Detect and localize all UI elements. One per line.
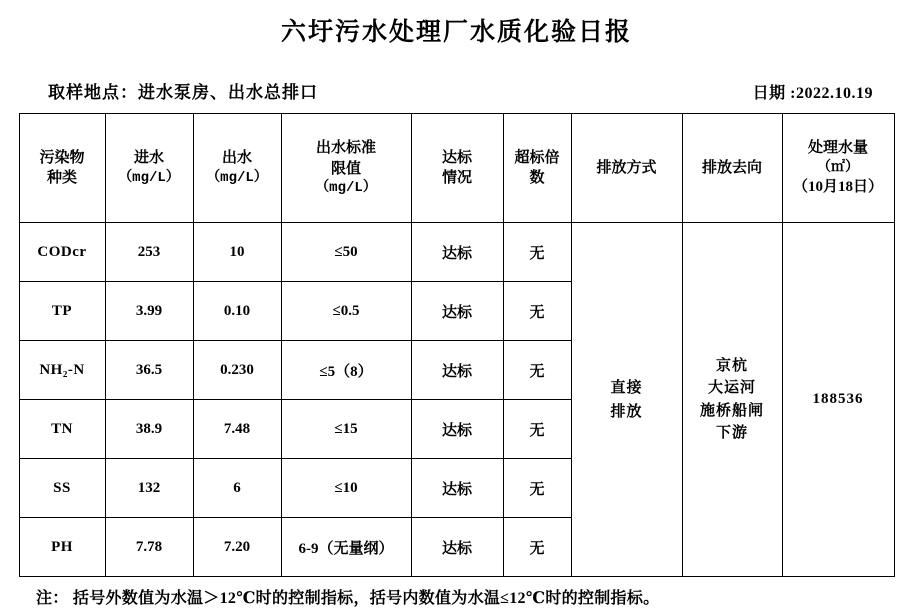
header-discharge-destination-label: 排放去向 [701,159,762,176]
header-standard-line1: 出水标准 [315,140,376,157]
cell-pollutant: TN [19,400,105,459]
header-effluent-line1: 出水 [221,150,252,167]
cell-compliance: 达标 [411,282,503,341]
cell-compliance: 达标 [411,341,503,400]
cell-effluent: 0.230 [193,341,281,400]
header-compliance-line1: 达标 [441,149,472,166]
cell-pollutant: NH₂-N [19,341,105,400]
cell-compliance: 达标 [411,400,503,459]
footnote: 注： 括号外数值为水温＞12℃时的控制指标，括号内数值为水温≤12℃时的控制指标。 [36,590,660,607]
header-compliance [411,114,503,223]
header-pollutant-line2: 种类 [46,170,77,186]
cell-pollutant: PH [19,518,105,577]
header-exceed-times [503,114,571,223]
header-treated-volume [782,114,894,223]
header-compliance-line2: 情况 [441,170,472,186]
cell-standard: ≤0.5 [281,282,411,341]
cell-influent: 3.99 [105,282,193,341]
table-header-row [19,114,894,223]
cell-exceed: 无 [503,282,571,341]
cell-standard: ≤50 [281,223,411,282]
header-treated-volume-unit: （㎡） [817,159,859,176]
cell-pollutant: SS [19,459,105,518]
header-treated-volume-line1: 处理水量 [807,140,868,157]
header-standard-line2: 限值 [330,160,361,177]
header-influent-unit: （mg/L） [118,169,180,186]
header-exceed-line2: 数 [529,170,545,186]
cell-exceed: 无 [503,223,571,282]
cell-standard: ≤5（8） [281,341,411,400]
discharge-mode-line1: 直接 [610,379,643,396]
page-title: 六圩污水处理厂水质化验日报 [280,19,632,46]
cell-effluent: 7.20 [193,518,281,577]
table-body [19,223,894,577]
cell-pollutant: TP [19,282,105,341]
cell-influent: 7.78 [105,518,193,577]
destination-line3: 施桥船闸 [699,402,764,419]
destination-line2: 大运河 [707,380,756,396]
cell-compliance: 达标 [411,459,503,518]
header-influent-line1: 进水 [133,150,164,167]
cell-pollutant: CODcr [19,223,105,282]
header-discharge-mode-label: 排放方式 [596,159,657,176]
meta-row [48,78,891,103]
cell-effluent: 0.10 [193,282,281,341]
cell-influent: 253 [105,223,193,282]
table-row [19,223,894,282]
header-effluent-unit: （mg/L） [206,169,268,186]
header-discharge-mode [571,114,682,223]
header-standard [281,114,411,223]
cell-discharge-destination [682,223,782,577]
header-standard-unit: （mg/L） [315,179,377,196]
cell-standard: ≤10 [281,459,411,518]
cell-discharge-mode [571,223,682,577]
cell-treated-volume: 188536 [782,223,894,577]
header-treated-volume-date: （10月18日） [792,179,883,196]
cell-influent: 36.5 [105,341,193,400]
header-pollutant-line1: 污染物 [39,149,85,166]
cell-exceed: 无 [503,518,571,577]
header-pollutant [19,114,105,223]
header-effluent [193,114,281,223]
cell-effluent: 6 [193,459,281,518]
header-exceed-line1: 超标倍 [514,149,560,166]
cell-exceed: 无 [503,459,571,518]
cell-effluent: 7.48 [193,400,281,459]
destination-line4: 下游 [715,425,748,441]
cell-exceed: 无 [503,400,571,459]
cell-influent: 132 [105,459,193,518]
cell-compliance: 达标 [411,223,503,282]
discharge-mode-line2: 排放 [610,403,643,420]
header-influent [105,114,193,223]
report-date: 日期 :2022.10.19 [752,85,873,102]
cell-standard: 6-9（无量纲） [281,518,411,577]
cell-standard: ≤15 [281,400,411,459]
table-header [19,114,894,223]
cell-effluent: 10 [193,223,281,282]
destination-line1: 京杭 [715,357,748,374]
cell-compliance: 达标 [411,518,503,577]
sample-location: 取样地点：进水泵房、出水总排口 [48,83,318,102]
cell-influent: 38.9 [105,400,193,459]
water-quality-table [19,113,895,577]
cell-exceed: 无 [503,341,571,400]
header-discharge-destination [682,114,782,223]
